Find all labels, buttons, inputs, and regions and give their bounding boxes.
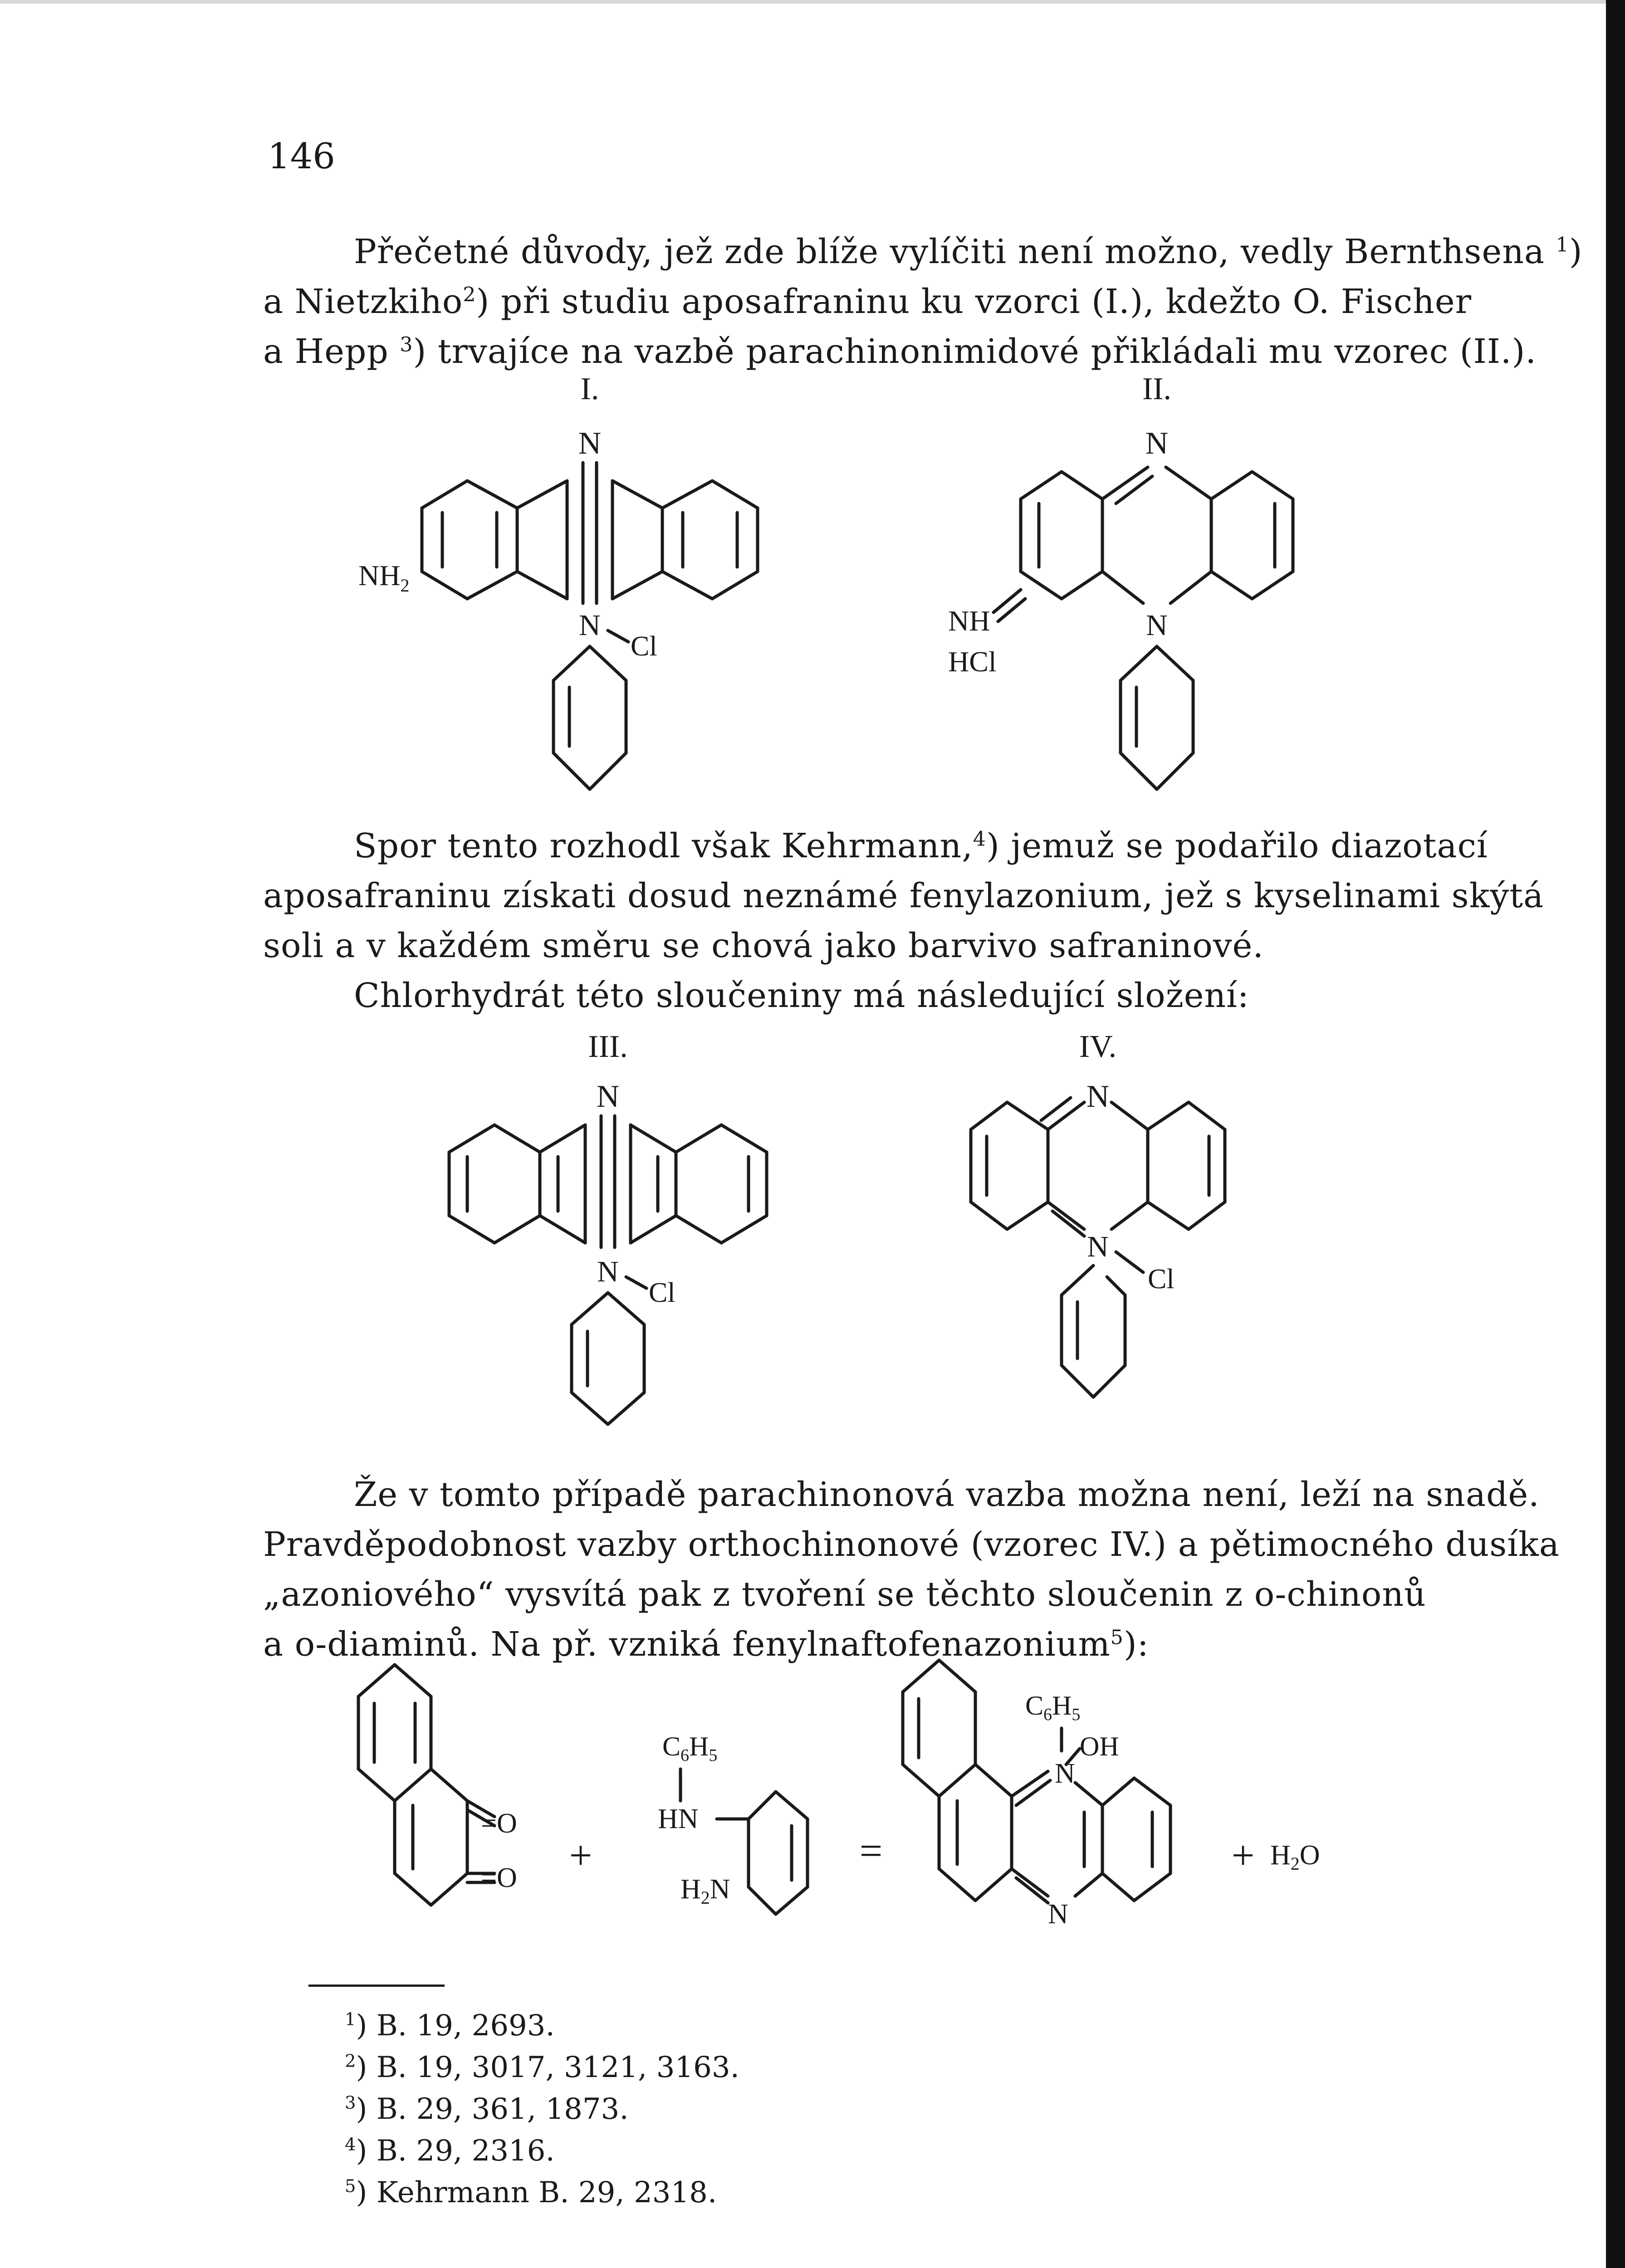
formula-2-n-top: N xyxy=(1145,426,1169,461)
paragraph-3-line-1: Že v tomto případě parachinonová vazba možna není, leží na snadě. xyxy=(354,1475,1540,1514)
reaction-hn: HN xyxy=(658,1804,699,1834)
footnote-5: $^5$) Kehrmann B. 29, 2318. xyxy=(345,2176,717,2209)
formula-2-n-bottom: N xyxy=(1146,609,1168,642)
formula-3 xyxy=(481,1030,808,1438)
paragraph-2 xyxy=(263,821,1544,1021)
paragraph-3-line-4: a o-diaminů. Na př. vzniká fenylnaftofenazonium$^5$): xyxy=(263,1625,1149,1664)
paragraph-1-line-3: a Hepp $^3$) trvajíce na vazbě parachinonimidové přikládali mu vzorec (II.). xyxy=(263,332,1537,371)
footnote-ref: 2 xyxy=(463,283,476,307)
footnotes xyxy=(345,2005,739,2214)
paragraph-1-line-1: Přečetné důvody, jež zde blíže vylíčiti není možno, vedly Bernthsena $^1$) xyxy=(354,232,1583,271)
formula-4-label: IV. xyxy=(1079,1029,1117,1064)
formula-1 xyxy=(358,363,771,816)
footnote-rule xyxy=(308,1984,445,1987)
reaction-equals: = xyxy=(859,1828,883,1873)
paragraph-2-line-3: soli a v každém směru se chová jako barvivo safraninové. xyxy=(263,926,1264,965)
formula-3-n-top: N xyxy=(596,1079,620,1114)
formula-1-cl: Cl xyxy=(631,631,657,662)
page-number: 146 xyxy=(268,136,335,177)
page-right-edge xyxy=(1606,0,1625,2268)
footnote-1: $^1$) B. 19, 2693. xyxy=(345,2009,555,2043)
footnote-3: $^3$) B. 29, 361, 1873. xyxy=(345,2092,629,2126)
formula-1-n-top: N xyxy=(578,426,602,461)
formula-3-label: III. xyxy=(588,1029,628,1064)
footnote-2: $^2$) B. 19, 3017, 3121, 3163. xyxy=(345,2051,739,2084)
paragraph-1 xyxy=(263,227,1583,376)
paragraph-3 xyxy=(263,1470,1560,1669)
footnote-ref: 4 xyxy=(973,827,986,851)
footnote-4: $^4$) B. 29, 2316. xyxy=(345,2134,555,2168)
formula-2-hcl: HCl xyxy=(948,645,997,678)
reaction-oxo-2: =O xyxy=(481,1862,517,1893)
formula-4-n-top: N xyxy=(1086,1079,1110,1114)
formula-2 xyxy=(948,363,1316,816)
formula-3-cl: Cl xyxy=(649,1277,675,1308)
reaction-h2n: H2N xyxy=(680,1874,730,1908)
reaction-scheme xyxy=(354,1651,1397,1960)
formula-1-n-bottom: N xyxy=(579,609,601,642)
paragraph-2-line-4: Chlorhydrát této sloučeniny má následující složení: xyxy=(354,976,1249,1015)
paragraph-3-line-3: „azoniového“ vysvítá pak z tvoření se těchto sloučenin z o-chinonů xyxy=(263,1575,1426,1614)
formula-3-n-bottom: N xyxy=(597,1255,619,1288)
footnote-ref: 3 xyxy=(400,333,413,357)
formula-4-n-bottom: N xyxy=(1087,1230,1109,1263)
formula-4-cl: Cl xyxy=(1148,1264,1175,1295)
paragraph-1-line-2: a Nietzkiho$^2$) při studiu aposafraninu ku vzorci (I.), kdežto O. Fischer xyxy=(263,282,1472,321)
reaction-oxo-1: =O xyxy=(481,1808,517,1839)
formula-2-label: II. xyxy=(1142,371,1172,406)
formula-2-nh: NH xyxy=(948,605,990,637)
reaction-plus-1: + xyxy=(569,1833,592,1878)
formula-1-nh2: $NH_2$ xyxy=(358,559,410,596)
reaction-n-plus: N xyxy=(1055,1758,1075,1789)
footnote-ref: 5 xyxy=(1110,1626,1124,1649)
page-top-edge xyxy=(0,0,1606,4)
footnote-ref: 1 xyxy=(1556,233,1569,257)
reaction-c6h5-product: $C_6H_5$ xyxy=(1025,1691,1081,1724)
paragraph-2-line-2: aposafraninu získati dosud neznámé fenylazonium, jež s kyselinami skýtá xyxy=(263,876,1544,915)
paragraph-2-line-1: Spor tento rozhodl však Kehrmann,$^4$) jemuž se podařilo diazotací xyxy=(354,826,1488,865)
reaction-n-ring: N xyxy=(1048,1899,1068,1930)
reaction-h2o: H2O xyxy=(1270,1840,1320,1874)
reaction-plus-2: + xyxy=(1231,1833,1255,1878)
formula-1-label: I. xyxy=(580,371,599,406)
formula-4 xyxy=(962,1030,1325,1438)
paragraph-3-line-2: Pravděpodobnost vazby orthochinonové (vzorec IV.) a pětimocného dusíka xyxy=(263,1525,1560,1564)
reaction-oh: OH xyxy=(1080,1731,1119,1761)
reaction-c6h5-reactant: $C_6H_5$ xyxy=(662,1731,718,1765)
